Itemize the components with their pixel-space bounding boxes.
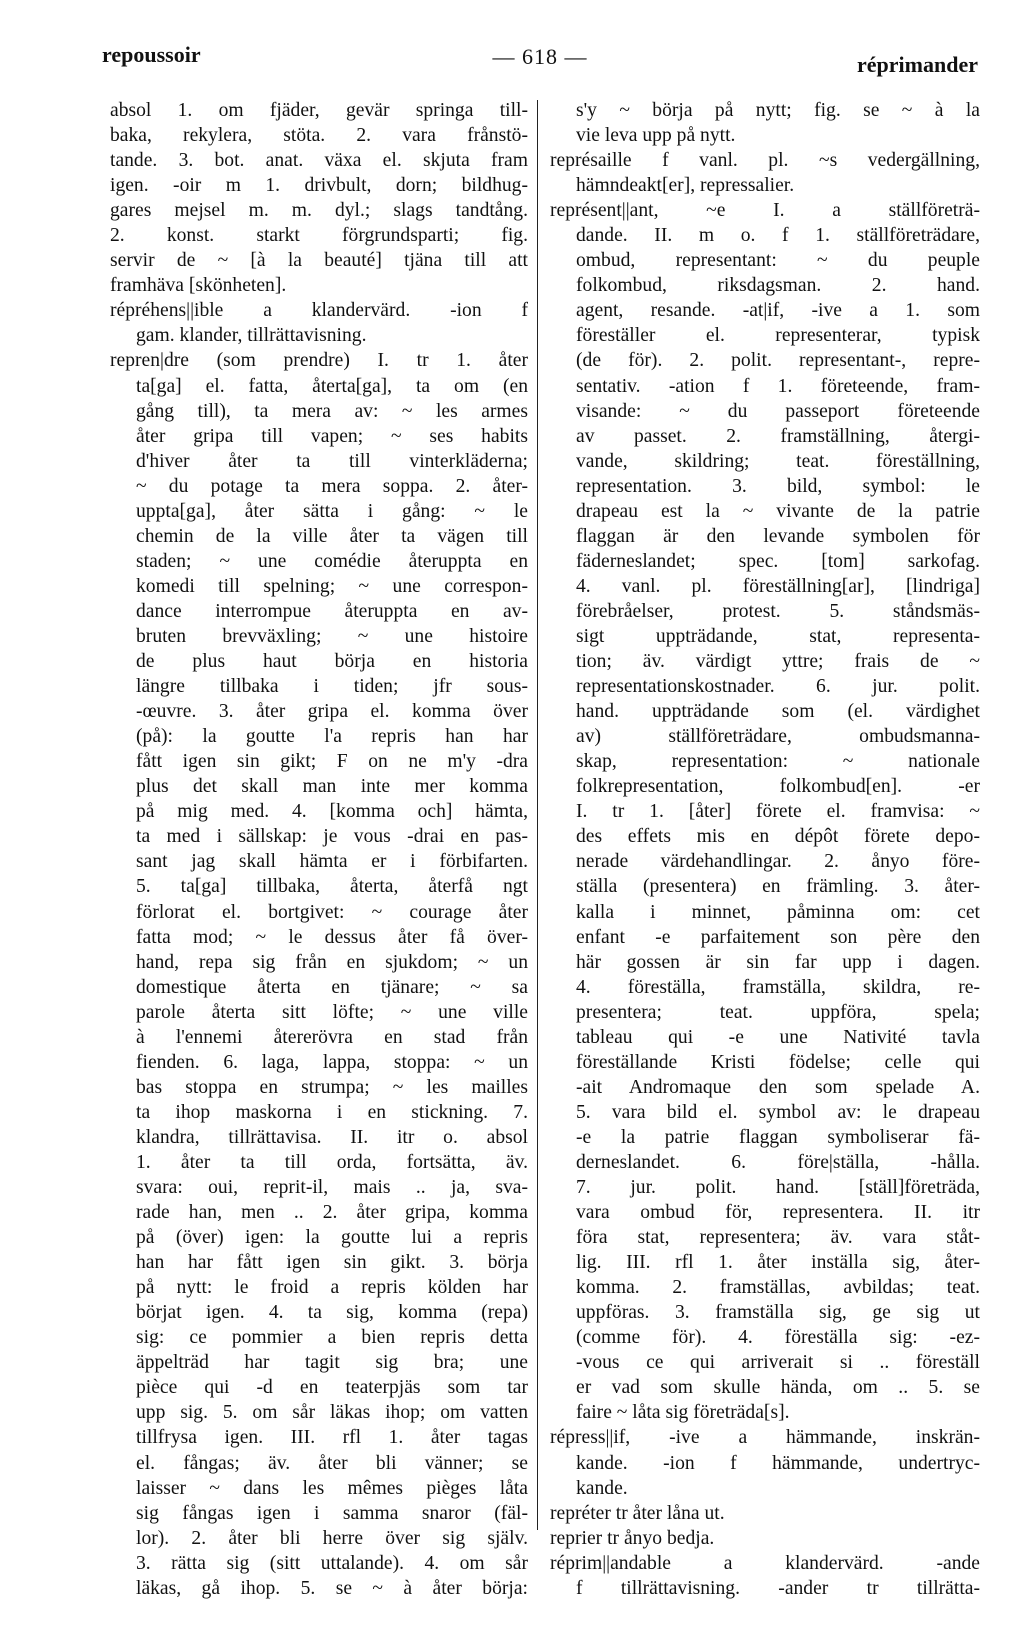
entry-line: ta med i sällskap: je vous -drai en pas- [136,826,528,848]
entry-line: derneslandet. 6. före|ställa, -hålla. [576,1151,980,1173]
entry-line: des effets mis en dépôt förete depo- [576,826,980,848]
entry-line: pièce qui -d en teaterpjäs som tar [136,1377,528,1399]
entry-line: servir de ~ [à la beauté] tjäna till att [110,250,528,272]
entry-line: flaggan är den levande symbolen för [576,525,980,547]
entry-line: kande. -ion f hämmande, undertryc- [576,1452,980,1474]
entry-line: på mig med. 4. [komma och] hämta, [136,801,528,823]
entry-line: representationskostnader. 6. jur. polit. [576,676,980,698]
entry-line: gam. klander, tillrättavisning. [136,325,367,347]
right-column [550,98,980,1618]
entry-line: ta[ga] el. fatta, återta[ga], ta om (en [136,375,528,397]
entry-line: igen. -oir m 1. drivbult, dorn; bildhug- [110,175,528,197]
entry-line: bas stoppa en strumpa; ~ les mailles [136,1076,528,1098]
entry-line: 1. åter ta till orda, fortsätta, äv. [136,1151,528,1173]
entry-line: nerade värdehandlingar. 2. ånyo före- [576,851,980,873]
entry-line: på (över) igen: la goutte lui a repris [136,1227,528,1249]
entry-line: représent||ant, ~e I. a ställföreträ- [550,200,980,222]
entry-line: 4. föreställa, framställa, skildra, re- [576,976,980,998]
page-number: — 618 — [492,44,588,69]
entry-line: gares mejsel m. m. dyl.; slags tandtång. [110,200,528,222]
entry-line: fått igen sin gikt; F on ne m'y -dra [136,751,528,773]
entry-line: reprier tr ånyo bedja. [550,1527,715,1549]
entry-line: répress||if, -ive a hämmande, inskrän- [550,1427,980,1449]
entry-line: sig: ce pommier a bien repris detta [136,1327,528,1349]
entry-line: klandra, tillrättavisa. II. itr o. absol [136,1126,528,1148]
entry-line: sig fångas igen i samma snaror (fäl- [136,1502,528,1524]
entry-line: chemin de la ville åter ta vägen till [136,525,528,547]
entry-line: parole återta sitt löfte; ~ une ville [136,1001,528,1023]
entry-line: repréter tr åter låna ut. [550,1502,725,1524]
entry-line: uppta[ga], åter sätta i gång: ~ le [136,500,528,522]
entry-line: vie leva upp på nytt. [576,125,736,147]
entry-line: här gossen är sin far upp i dagen. [576,951,980,973]
entry-line: sant jag skall hämta er i förbifarten. [136,851,528,873]
entry-line: réprim||andable a klandervärd. -ande [550,1552,980,1574]
entry-line: drapeau est la ~ vivante de la patrie [576,500,980,522]
entry-line: er vad som skulle hända, om .. 5. se [576,1377,980,1399]
entry-line: à l'ennemi återerövra en stad från [136,1026,528,1048]
entry-line: representation. 3. bild, symbol: le [576,475,980,497]
entry-line: 7. jur. polit. hand. [ställ]företräda, [576,1177,980,1199]
entry-line: fäderneslandet; spec. [tom] sarkofag. [576,550,980,572]
entry-line: börjat igen. 4. ta sig, komma (repa) [136,1302,528,1324]
entry-line: tillfrysa igen. III. rfl 1. åter tagas [136,1427,528,1449]
entry-line: 4. vanl. pl. föreställning[ar], [lindriga] [576,575,980,597]
entry-line: staden; ~ une comédie återuppta en [136,550,528,572]
entry-line: visande: ~ du passeport företeende [576,400,980,422]
entry-line: el. fångas; äv. åter bli vänner; se [136,1452,528,1474]
entry-line: åter gripa till vapen; ~ ses habits [136,425,528,447]
entry-line: kande. [576,1477,628,1499]
entry-line: ta ihop maskorna i en stickning. 7. [136,1101,528,1123]
entry-line: hand. uppträdande som (el. värdighet [576,701,980,723]
entry-line: bruten brevväxling; ~ une histoire [136,625,528,647]
entry-line: f tillrättavisning. -ander tr tillrätta- [576,1577,980,1599]
entry-line: fienden. 6. laga, lappa, stoppa: ~ un [136,1051,528,1073]
header-first-word: repoussoir [102,42,201,67]
entry-line: föra stat, representera; äv. vara ståt- [576,1227,980,1249]
entry-line: lor). 2. åter bli herre över sig själv. [136,1527,528,1549]
entry-line: ~ du potage ta mera soppa. 2. åter- [136,475,528,497]
entry-line: 3. rätta sig (sitt uttalande). 4. om sår [136,1552,528,1574]
entry-line: rade han, men .. 2. åter gripa, komma [136,1202,528,1224]
entry-line: I. tr 1. [åter] förete el. framvisa: ~ [576,801,980,823]
entry-line: av) ställföreträdare, ombudsmanna- [576,726,980,748]
entry-line: dance interrompue återuppta en av- [136,600,528,622]
entry-line: sigt uppträdande, stat, representa- [576,625,980,647]
entry-line: sentativ. -ation f 1. företeende, fram- [576,375,980,397]
column-divider [537,100,538,1530]
entry-line: 5. ta[ga] tillbaka, återta, återfå ngt [136,876,528,898]
page-header [102,42,978,82]
entry-line: ombud, representant: ~ du peuple [576,250,980,272]
left-column [110,98,528,1618]
entry-line: framhäva [skönheten]. [110,275,287,297]
entry-line: gång till), ta mera av: ~ les armes [136,400,528,422]
entry-line: représaille f vanl. pl. ~s vedergällning, [550,150,980,172]
entry-line: repren|dre (som prendre) I. tr 1. åter [110,350,528,372]
entry-line: på nytt: le froid a repris kölden har [136,1277,528,1299]
entry-line: hand, repa sig från en sjukdom; ~ un [136,951,528,973]
entry-line: komedi till spelning; ~ une correspon- [136,575,528,597]
entry-line: de plus haut börja en historia [136,651,528,673]
entry-line: kalla i minnet, påminna om: cet [576,901,980,923]
entry-line: plus det skall man inte mer komma [136,776,528,798]
entry-line: tion; äv. värdigt yttre; frais de ~ [576,651,980,673]
entry-line: uppföras. 3. framställa sig, ge sig ut [576,1302,980,1324]
entry-line: förlorat el. bortgivet: ~ courage åter [136,901,528,923]
entry-line: (på): la goutte l'a repris han har [136,726,528,748]
entry-line: domestique återta en tjänare; ~ sa [136,976,528,998]
entry-line: han har fått igen sin gikt. 3. börja [136,1252,528,1274]
entry-line: -ait Andromaque den som spelade A. [576,1076,980,1098]
entry-line: -vous ce qui arriverait si .. föreställ [576,1352,980,1374]
entry-line: dande. II. m o. f 1. ställföreträdare, [576,225,980,247]
entry-line: fatta mod; ~ le dessus åter få över- [136,926,528,948]
entry-line: enfant -e parfaitement son père den [576,926,980,948]
entry-line: av passet. 2. framställning, återgi- [576,425,980,447]
entry-line: längre tillbaka i tiden; jfr sous- [136,676,528,698]
entry-line: föreställer el. representerar, typisk [576,325,980,347]
entry-line: folkombud, riksdagsman. 2. hand. [576,275,980,297]
entry-line: laisser ~ dans les mêmes pièges låta [136,1477,528,1499]
entry-line: upp sig. 5. om sår läkas ihop; om vatten [136,1402,528,1424]
entry-line: absol 1. om fjäder, gevär springa till- [110,100,528,121]
entry-line: folkrepresentation, folkombud[en]. -er [576,776,980,798]
entry-line: 5. vara bild el. symbol av: le drapeau [576,1101,980,1123]
entry-line: vande, skildring; teat. föreställning, [576,450,980,472]
entry-line: 2. konst. starkt förgrundsparti; fig. [110,225,528,247]
entry-line: presentera; teat. uppföra, spela; [576,1001,980,1023]
entry-line: hämndeakt[er], repressalier. [576,175,795,197]
entry-line: -œuvre. 3. åter gripa el. komma över [136,701,528,723]
entry-line: -e la patrie flaggan symboliserar fä- [576,1126,980,1148]
entry-line: tande. 3. bot. anat. växa el. skjuta fram [110,150,528,172]
entry-line: faire ~ låta sig företräda[s]. [576,1402,790,1424]
entry-line: äppelträd har tagit sig bra; une [136,1352,528,1374]
entry-line: skap, representation: ~ nationale [576,751,980,773]
entry-line: d'hiver åter ta till vinterkläderna; [136,450,528,472]
entry-line: ställa (presentera) en främling. 3. åter- [576,876,980,898]
header-last-word: réprimander [857,52,978,77]
entry-line: tableau qui -e une Nativité tavla [576,1026,980,1048]
entry-line: läkas, gå ihop. 5. se ~ à åter börja: [136,1577,528,1599]
entry-line: föreställande Kristi födelse; celle qui [576,1051,980,1073]
entry-line: baka, rekylera, stöta. 2. vara frånstö- [110,125,528,147]
entry-line: (comme för). 4. föreställa sig: -ez- [576,1327,980,1349]
entry-line: répréhens||ible a klandervärd. -ion f [110,300,528,322]
entry-line: vara ombud för, representera. II. itr [576,1202,980,1224]
entry-line: lig. III. rfl 1. åter inställa sig, åter- [576,1252,980,1274]
entry-line: agent, resande. -at|if, -ive a 1. som [576,300,980,322]
entry-line: svara: oui, reprit-il, mais .. ja, sva- [136,1177,528,1199]
entry-line: förebråelser, protest. 5. ståndsmäs- [576,600,980,622]
entry-line: s'y ~ börja på nytt; fig. se ~ à la [576,100,980,121]
entry-line: komma. 2. framställas, avbildas; teat. [576,1277,980,1299]
entry-line: (de för). 2. polit. representant-, repre- [576,350,980,372]
